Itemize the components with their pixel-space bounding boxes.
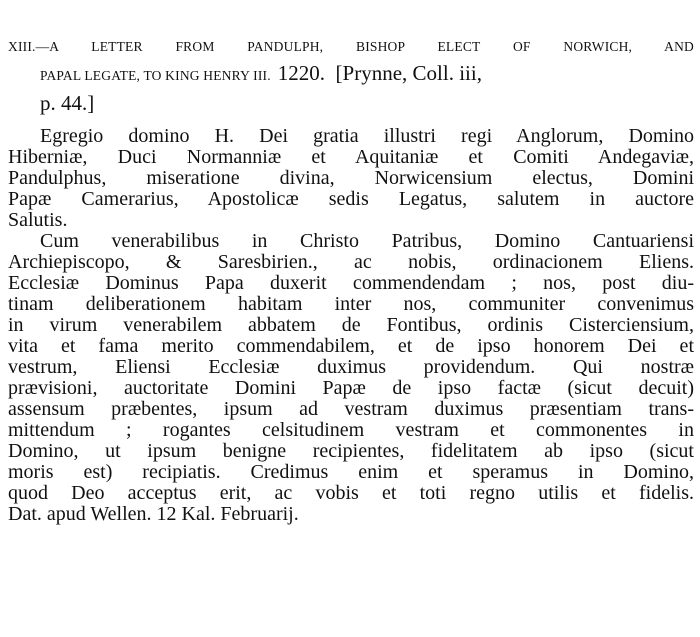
paragraph-body <box>8 231 694 525</box>
text-line: Archiepiscopo, & Saresbirien., ac nobis, ordinacionem Eliens. <box>8 252 694 273</box>
text-line: moris est) recipiatis. Credimus enim et speramus in Domino, <box>8 462 694 483</box>
heading-year: 1220. <box>277 61 326 85</box>
text-line: tinam deliberationem habitam inter nos, communiter convenimus <box>8 294 694 315</box>
heading-line-2 <box>8 60 694 90</box>
letter-heading <box>8 34 694 116</box>
text-line: Hiberniæ, Duci Normanniæ et Aquitaniæ et Comiti Andegaviæ, <box>8 147 694 168</box>
text-line: Dat. apud Wellen. 12 Kal. Februarij. <box>8 504 299 525</box>
paragraph-salutation <box>8 126 694 231</box>
text-line: vita et fama merito commendabilem, et de ipso honorem Dei et <box>8 336 694 357</box>
document-page <box>8 34 694 525</box>
text-line: Papæ Camerarius, Apostolicæ sedis Legatus, salutem in auctore <box>8 189 694 210</box>
text-line: mittendum ; rogantes celsitudinem vestram et commonentes in <box>8 420 694 441</box>
text-line: vestrum, Eliensi Ecclesiæ duximus providendum. Qui nostræ <box>8 357 694 378</box>
text-line: Pandulphus, miseratione divina, Norwicensium electus, Domini <box>8 168 694 189</box>
heading-line-1: XIII.—A LETTER FROM PANDULPH, BISHOP ELECT OF NORWICH, AND <box>8 39 694 54</box>
heading-title-caps: PAPAL LEGATE, TO KING HENRY III. <box>40 68 271 83</box>
text-line: quod Deo acceptus erit, ac vobis et toti regno utilis et fidelis. <box>8 483 694 504</box>
text-line: Egregio domino H. Dei gratia illustri regi Anglorum, Domino <box>40 126 694 147</box>
text-line: prævisioni, auctoritate Domini Papæ de ipso factæ (sicut decuit) <box>8 378 694 399</box>
letter-body <box>8 126 694 525</box>
heading-line-3: p. 44.] <box>40 91 95 115</box>
text-line: assensum præbentes, ipsum ad vestram duximus præsentiam trans- <box>8 399 694 420</box>
text-line: in virum venerabilem abbatem de Fontibus, ordinis Cisterciensium, <box>8 315 694 336</box>
text-line: Salutis. <box>8 210 68 231</box>
text-line: Cum venerabilibus in Christo Patribus, Domino Cantuariensi <box>40 231 694 252</box>
heading-reference: [Prynne, Coll. iii, <box>335 61 482 85</box>
text-line: Ecclesiæ Dominus Papa duxerit commendendam ; nos, post diu- <box>8 273 694 294</box>
text-line: Domino, ut ipsum benigne recipientes, fidelitatem ab ipso (sicut <box>8 441 694 462</box>
